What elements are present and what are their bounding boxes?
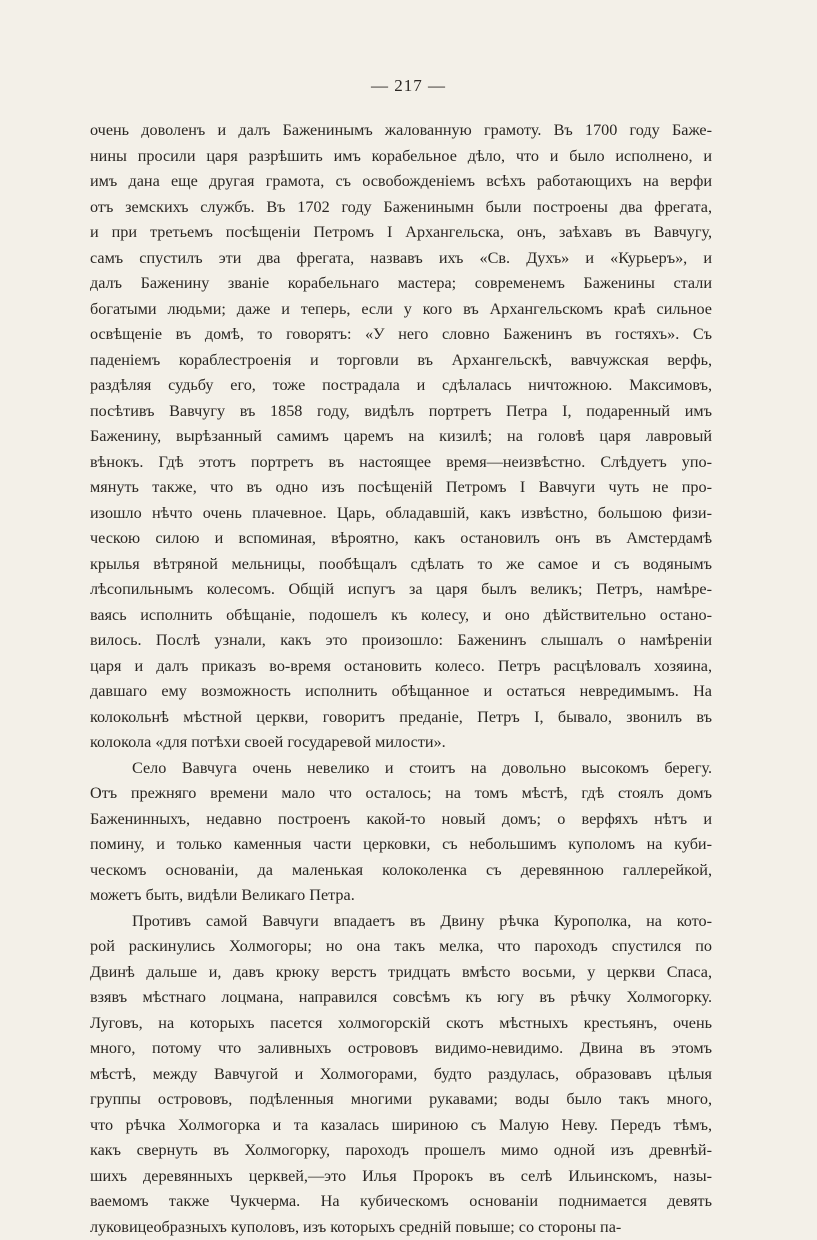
text-line: колокола «для потѣхи своей государевой милости». — [90, 730, 712, 756]
text-line: ческомъ основаніи, да маленькая колоколенка съ деревянною галлерейкой, — [90, 858, 712, 884]
text-line: паденіемъ кораблестроенія и торговли въ Архангельскѣ, вавчужская верфь, — [90, 348, 712, 374]
text-line: царя и далъ приказъ во-время остановить колесо. Петръ расцѣловалъ хозяина, — [90, 654, 712, 680]
text-line: группы острововъ, подѣленныя многими рукавами; воды было такъ много, — [90, 1087, 712, 1113]
text-line: шихъ деревянныхъ церквей,—это Илья Пророкъ въ селѣ Ильинскомъ, назы- — [90, 1164, 712, 1190]
text-line: крылья вѣтряной мельницы, пообѣщалъ сдѣлать то же самое и съ водянымъ — [90, 552, 712, 578]
text-line: вилось. Послѣ узнали, какъ это произошло: Баженинъ слышалъ о намѣреніи — [90, 628, 712, 654]
text-line: Луговъ, на которыхъ пасется холмогорскій скотъ мѣстныхъ крестьянъ, очень — [90, 1011, 712, 1037]
text-line: лѣсопильнымъ колесомъ. Общій испугъ за царя былъ великъ; Петръ, намѣре- — [90, 577, 712, 603]
text-line: нины просили царя разрѣшить имъ корабельное дѣло, что и было исполнено, и — [90, 144, 712, 170]
text-line: Баженинныхъ, недавно построенъ какой-то новый домъ; о верфяхъ нѣтъ и — [90, 807, 712, 833]
text-line: изошло нѣчто очень плачевное. Царь, обладавшій, какъ извѣстно, большою физи- — [90, 501, 712, 527]
text-line: богатыми людьми; даже и теперь, если у кого въ Архангельскомъ краѣ сильное — [90, 297, 712, 323]
text-line: луковицеобразныхъ куполовъ, изъ которыхъ средній повыше; со стороны па- — [90, 1215, 712, 1240]
text-line: ваясь исполнить обѣщаніе, подошелъ къ колесу, и оно дѣйствительно остано- — [90, 603, 712, 629]
text-line: ческою силою и вспоминая, вѣроятно, какъ остановилъ онъ въ Амстердамѣ — [90, 526, 712, 552]
text-line: освѣщеніе въ домѣ, то говорятъ: «У него словно Баженинъ въ гостяхъ». Съ — [90, 322, 712, 348]
text-line: взявъ мѣстнаго лоцмана, направился совсѣмъ къ югу въ рѣчку Холмогорку. — [90, 985, 712, 1011]
paragraph — [90, 909, 712, 1240]
text-line: помину, и только каменныя части церковки, съ небольшимъ куполомъ на куби- — [90, 832, 712, 858]
text-line: Двинѣ дальше и, давъ крюку верстъ тридцать вмѣсто восьми, у церкви Спаса, — [90, 960, 712, 986]
text-line: мянуть также, что въ одно изъ посѣщеній Петромъ I Вавчуги чуть не про- — [90, 475, 712, 501]
text-line: и при третьемъ посѣщеніи Петромъ I Архангельска, онъ, заѣхавъ въ Вавчугу, — [90, 220, 712, 246]
text-line: можетъ быть, видѣли Великаго Петра. — [90, 883, 712, 909]
text-line: мѣстѣ, между Вавчугой и Холмогорами, будто раздулась, образовавъ цѣлыя — [90, 1062, 712, 1088]
text-line: имъ дана еще другая грамота, съ освобожденіемъ всѣхъ работающихъ на верфи — [90, 169, 712, 195]
text-line: колокольнѣ мѣстной церкви, говоритъ преданіе, Петръ I, бывало, звонилъ въ — [90, 705, 712, 731]
text-line: ваемомъ также Чукчерма. На кубическомъ основаніи поднимается девять — [90, 1189, 712, 1215]
page-number: — 217 — — [0, 76, 817, 96]
text-line: вѣнокъ. Гдѣ этотъ портретъ въ настоящее время—неизвѣстно. Слѣдуетъ упо- — [90, 450, 712, 476]
text-line: Баженину, вырѣзанный самимъ царемъ на кизилѣ; на головѣ царя лавровый — [90, 424, 712, 450]
text-line: рой раскинулись Холмогоры; но она такъ мелка, что пароходъ спустился по — [90, 934, 712, 960]
text-line: отъ земскихъ службъ. Въ 1702 году Баженинымн были построены два фрегата, — [90, 195, 712, 221]
text-line: много, потому что заливныхъ острововъ видимо-невидимо. Двина въ этомъ — [90, 1036, 712, 1062]
text-line: Отъ прежняго времени мало что осталось; на томъ мѣстѣ, гдѣ стоялъ домъ — [90, 781, 712, 807]
text-line: Село Вавчуга очень невелико и стоитъ на довольно высокомъ берегу. — [90, 756, 712, 782]
paragraph — [90, 756, 712, 909]
text-line: давшаго ему возможность исполнить обѣщанное и остаться невредимымъ. На — [90, 679, 712, 705]
body-text — [90, 118, 712, 1240]
text-line: Противъ самой Вавчуги впадаетъ въ Двину рѣчка Курополка, на кото- — [90, 909, 712, 935]
text-line: самъ спустилъ эти два фрегата, назвавъ ихъ «Св. Духъ» и «Курьеръ», и — [90, 246, 712, 272]
text-line: какъ свернуть въ Холмогорку, пароходъ прошелъ мимо одной изъ древнѣй- — [90, 1138, 712, 1164]
paragraph — [90, 118, 712, 756]
text-line: что рѣчка Холмогорка и та казалась шириною съ Малую Неву. Передъ тѣмъ, — [90, 1113, 712, 1139]
text-line: посѣтивъ Вавчугу въ 1858 году, видѣлъ портретъ Петра I, подаренный имъ — [90, 399, 712, 425]
text-line: далъ Баженину званіе корабельнаго мастера; современемъ Баженины стали — [90, 271, 712, 297]
text-line: очень доволенъ и далъ Баженинымъ жалованную грамоту. Въ 1700 году Баже- — [90, 118, 712, 144]
text-line: раздѣляя судьбу его, тоже пострадала и сдѣлалась ничтожною. Максимовъ, — [90, 373, 712, 399]
